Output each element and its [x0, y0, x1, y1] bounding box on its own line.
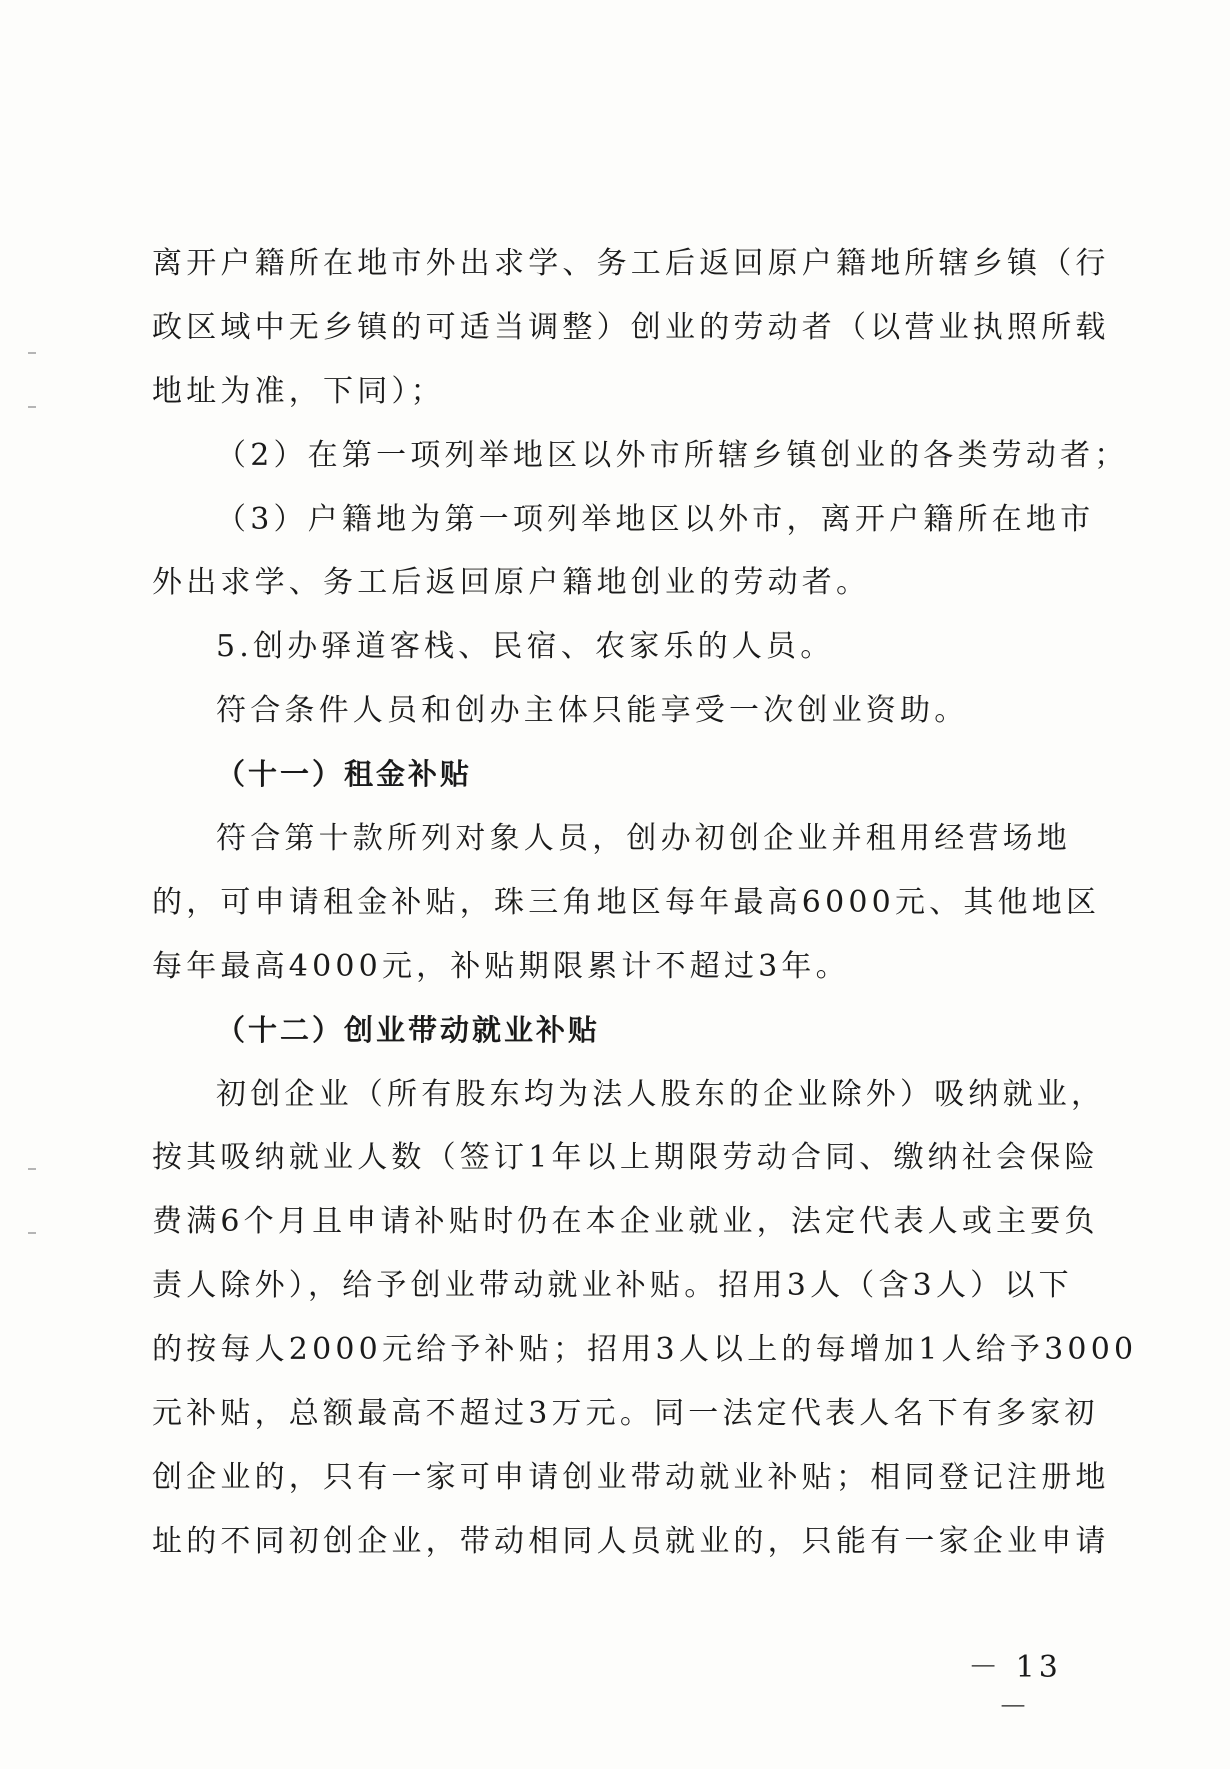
scan-artifact — [28, 1168, 36, 1170]
text-line: （2）在第一项列举地区以外市所辖乡镇创业的各类劳动者； — [216, 437, 1129, 473]
text-line: 每年最高4000元，补贴期限累计不超过3年。 — [152, 948, 850, 984]
scan-artifact — [28, 352, 36, 354]
text-line: （3）户籍地为第一项列举地区以外市，离开户籍所在地市 — [216, 501, 1095, 537]
section-heading: （十一）租金补贴 — [216, 757, 473, 792]
scan-artifact — [28, 406, 36, 408]
text-line: 离开户籍所在地市外出求学、务工后返回原户籍地所辖乡镇（行 — [152, 246, 1110, 281]
section-heading: （十二）创业带动就业补贴 — [216, 1012, 601, 1047]
text-line: 按其吸纳就业人数（签订1年以上期限劳动合同、缴纳社会保险 — [152, 1140, 1099, 1176]
document-body — [152, 232, 1138, 1574]
scan-artifact — [28, 1232, 36, 1234]
text-line: 费满6个月且申请补贴时仍在本企业就业，法定代表人或主要负 — [152, 1204, 1099, 1240]
text-line: 责人除外），给予创业带动就业补贴。招用3人（含3人）以下 — [152, 1268, 1073, 1304]
text-line: 初创企业（所有股东均为法人股东的企业除外）吸纳就业， — [216, 1076, 1106, 1112]
text-line: 外出求学、务工后返回原户籍地创业的劳动者。 — [152, 565, 871, 601]
text-line: 5.创办驿道客栈、民宿、农家乐的人员。 — [216, 629, 835, 665]
text-line: 址的不同初创企业，带动相同人员就业的，只能有一家企业申请 — [152, 1523, 1110, 1559]
text-line: 的，可申请租金补贴，珠三角地区每年最高6000元、其他地区 — [152, 884, 1101, 920]
text-line: 政区域中无乡镇的可适当调整）创业的劳动者（以营业执照所载 — [152, 309, 1110, 345]
page-number: － 13 － — [968, 1650, 1062, 1725]
text-line: 的按每人2000元给予补贴；招用3人以上的每增加1人给予3000 — [152, 1332, 1138, 1368]
text-line: 元补贴，总额最高不超过3万元。同一法定代表人名下有多家初 — [152, 1396, 1099, 1432]
text-line: 符合条件人员和创办主体只能享受一次创业资助。 — [216, 693, 969, 729]
text-line: 符合第十款所列对象人员，创办初创企业并租用经营场地 — [216, 821, 1071, 857]
text-line: 地址为准，下同）； — [152, 373, 445, 409]
text-line: 创企业的，只有一家可申请创业带动就业补贴；相同登记注册地 — [152, 1459, 1110, 1495]
